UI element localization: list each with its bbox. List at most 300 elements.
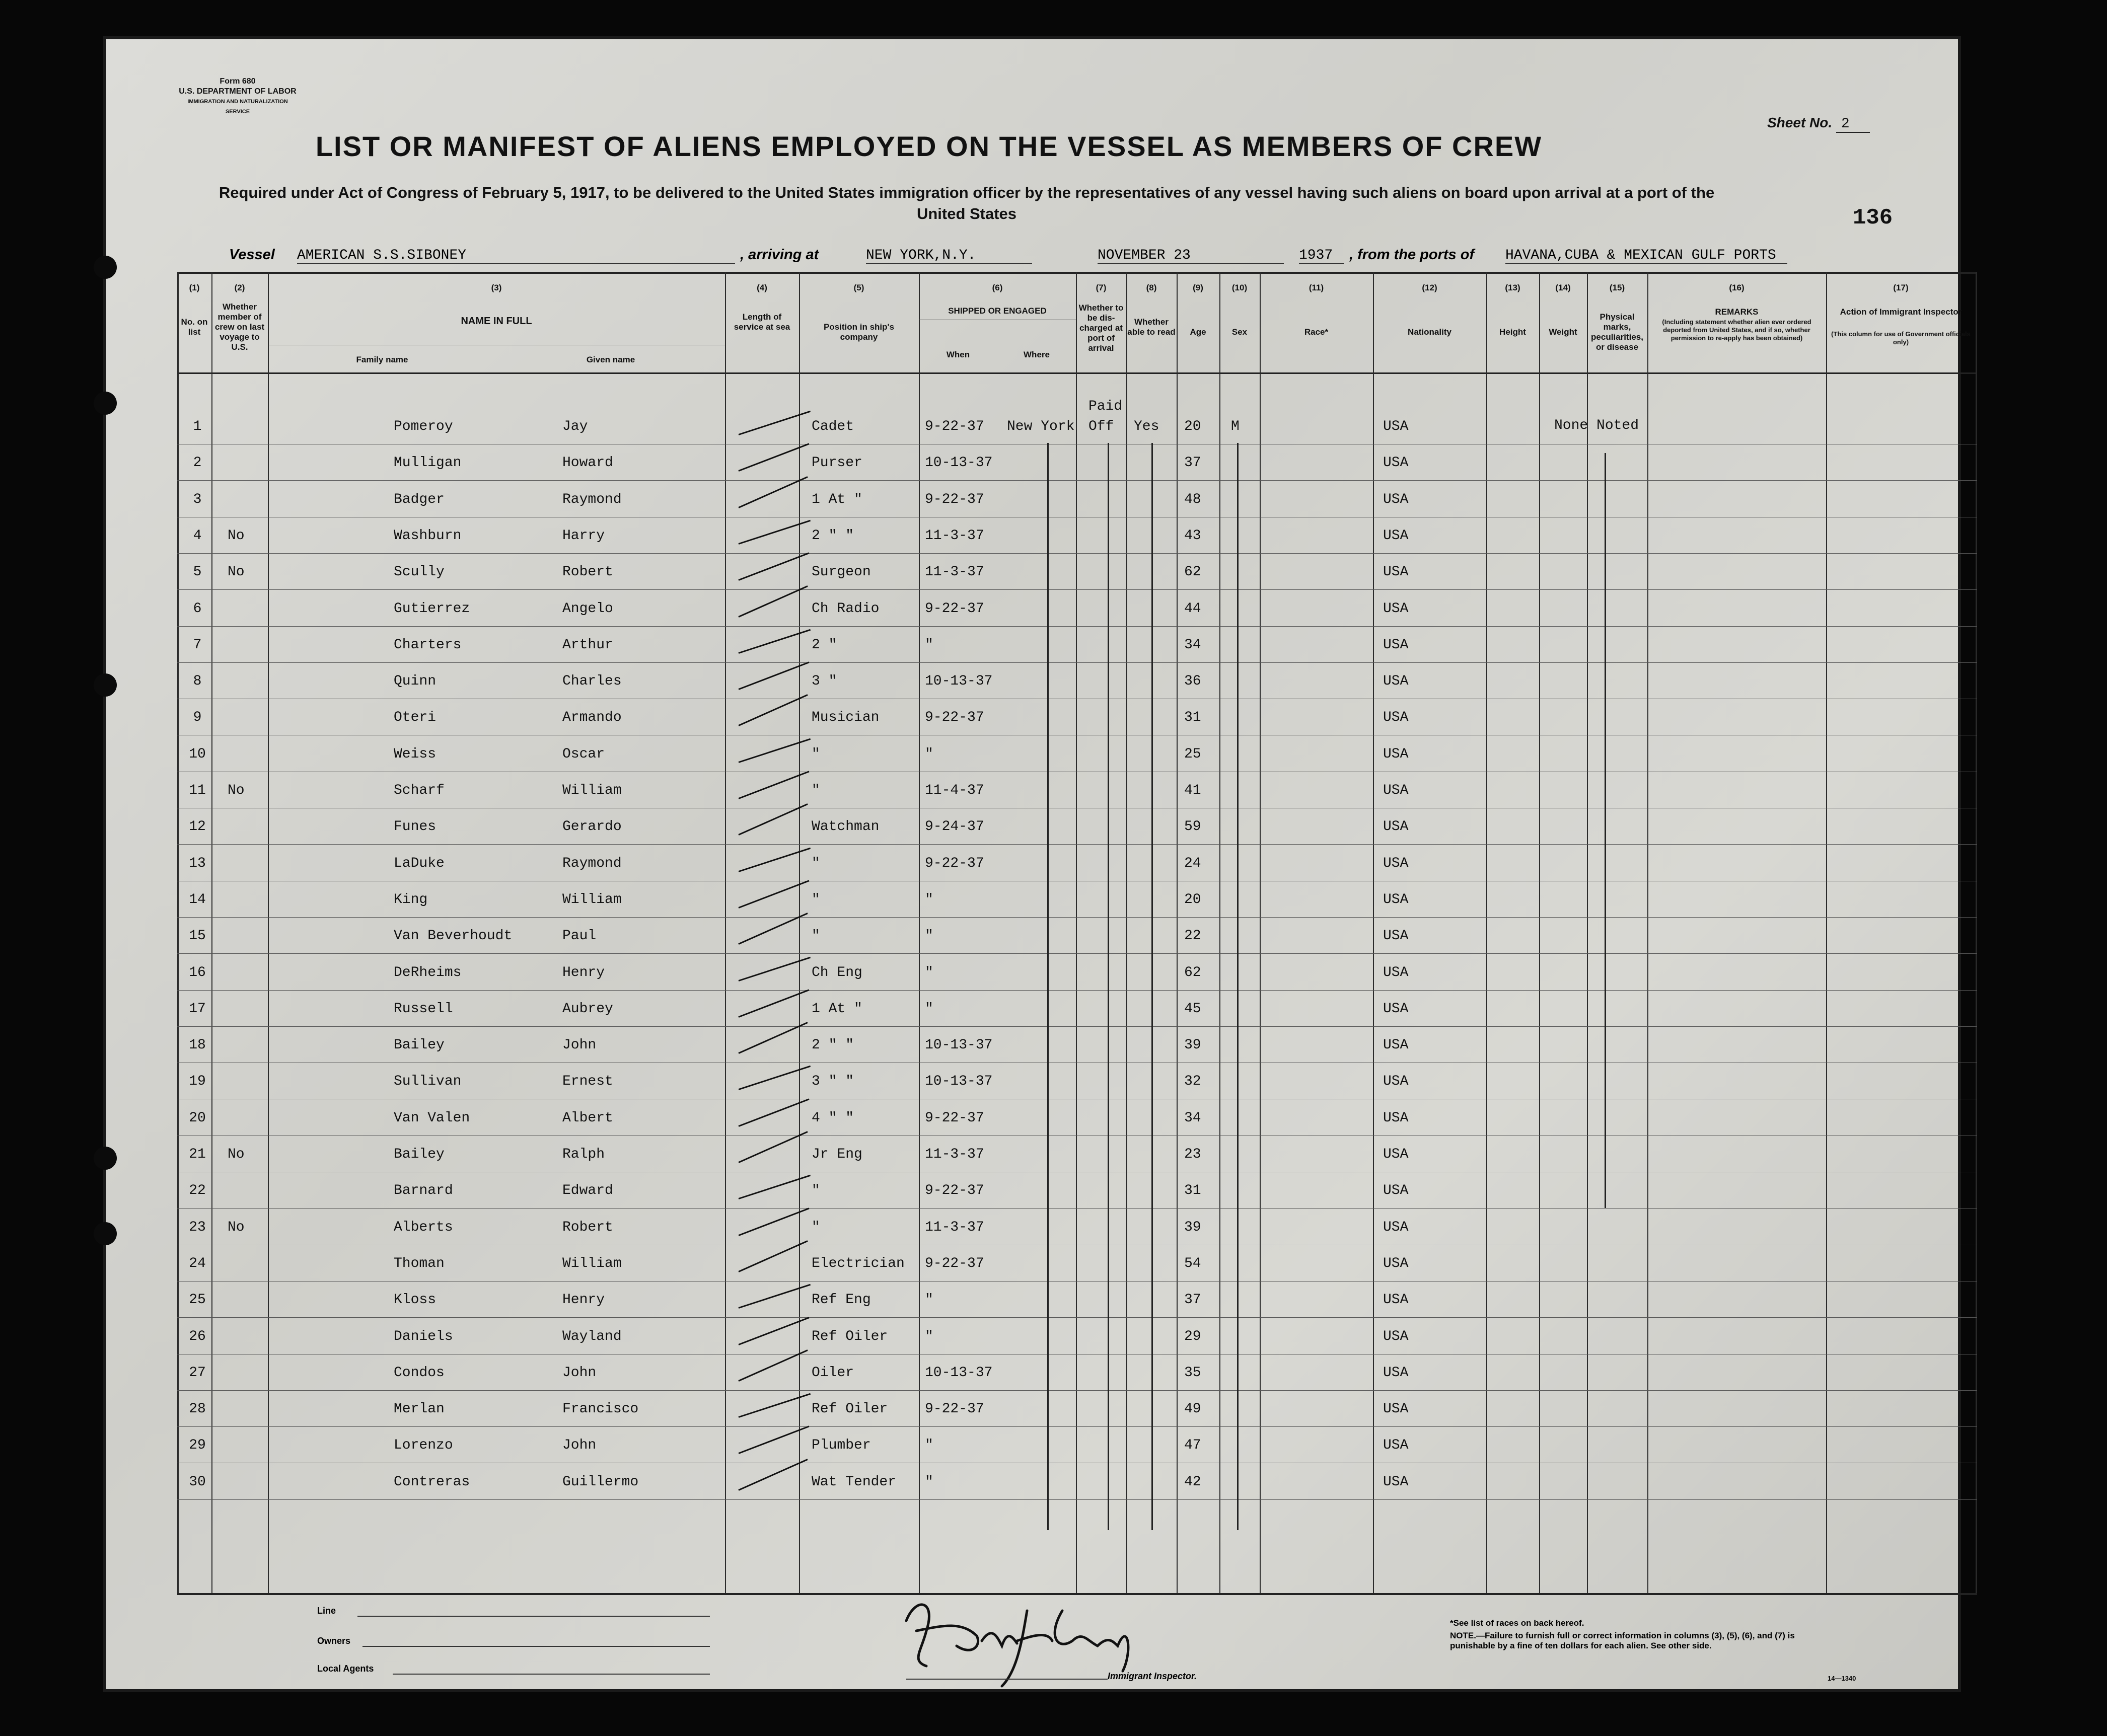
crew-nationality-cell: USA	[1383, 819, 1409, 835]
form-number: Form 680	[220, 77, 256, 86]
crew-when-cell: "	[925, 928, 933, 944]
crew-position-cell: 1 At "	[812, 492, 862, 507]
crew-age-cell: 20	[1184, 419, 1201, 434]
col-divider	[177, 272, 179, 1593]
crew-nationality-cell: USA	[1383, 856, 1409, 871]
crew-position-cell: "	[812, 892, 820, 908]
row-1-physical-marks: None Noted	[1554, 418, 1639, 433]
crew-given-cell: Harry	[562, 528, 605, 544]
penalty-note: NOTE.—Failure to furnish full or correct information in columns (3), (5), (6), and (7) is punishable by a fine of ten dollars for each alien. See other side.	[1450, 1631, 1795, 1650]
header-where: Where	[1024, 350, 1050, 359]
crew-no-cell: 2	[193, 455, 202, 471]
crew-nationality-cell: USA	[1383, 1292, 1409, 1308]
crew-given-cell: Gerardo	[562, 819, 622, 835]
crew-family-cell: Scully	[394, 564, 445, 580]
crew-when-cell: 9-22-37	[925, 492, 984, 507]
crew-family-cell: Daniels	[394, 1329, 453, 1344]
crew-when-cell: 9-22-37	[925, 856, 984, 871]
header-c7-number: (7)	[1096, 283, 1107, 292]
crew-given-cell: Armando	[562, 710, 622, 725]
signature-rule	[906, 1679, 1108, 1680]
form-identifier	[177, 77, 298, 117]
crew-position-cell: Watchman	[812, 819, 880, 835]
crew-age-cell: 36	[1184, 673, 1201, 689]
crew-nationality-cell: USA	[1383, 892, 1409, 908]
department-name: U.S. DEPARTMENT OF LABOR	[179, 87, 297, 96]
arriving-label: , arriving at	[740, 247, 819, 263]
crew-given-cell: Robert	[562, 564, 613, 580]
crew-nationality-cell: USA	[1383, 419, 1409, 434]
footer-owners-rule	[362, 1646, 710, 1647]
crew-no-cell: 15	[189, 928, 206, 944]
header-height: Height	[1499, 327, 1526, 337]
crew-nationality-cell: USA	[1383, 601, 1409, 617]
crew-when-cell: "	[925, 637, 933, 653]
crew-family-cell: Merlan	[394, 1401, 445, 1417]
arrival-port: NEW YORK,N.Y.	[866, 248, 1032, 264]
crew-age-cell: 49	[1184, 1401, 1201, 1417]
service-pen-mark	[738, 476, 808, 508]
crew-age-cell: 22	[1184, 928, 1201, 944]
row-1-able-to-read: Yes	[1134, 419, 1159, 434]
header-c10-number: (10)	[1231, 283, 1248, 292]
table-row-rule	[177, 1499, 1977, 1500]
crew-position-cell: 3 " "	[812, 1074, 854, 1089]
discharge-paid-note: Paid	[1088, 399, 1123, 414]
crew-given-cell: Francisco	[562, 1401, 639, 1417]
header-c17-number: (17)	[1893, 283, 1909, 292]
crew-position-cell: Electrician	[812, 1256, 905, 1271]
crew-age-cell: 34	[1184, 637, 1201, 653]
crew-age-cell: 45	[1184, 1001, 1201, 1017]
crew-age-cell: 31	[1184, 1183, 1201, 1198]
crew-no-cell: 29	[189, 1438, 206, 1453]
crew-family-cell: Van Beverhoudt	[394, 928, 513, 944]
crew-family-cell: Gutierrez	[394, 601, 470, 617]
arrival-year: 1937	[1299, 248, 1344, 264]
crew-when-cell: "	[925, 746, 933, 762]
crew-no-cell: 17	[189, 1001, 206, 1017]
header-c6-number: (6)	[992, 283, 1003, 292]
crew-nationality-cell: USA	[1383, 965, 1409, 980]
crew-family-cell: Sullivan	[394, 1074, 462, 1089]
arrival-date: NOVEMBER 23	[1098, 248, 1284, 264]
crew-given-cell: Ernest	[562, 1074, 613, 1089]
sheet-number	[1767, 115, 1870, 132]
header-bottom-border	[177, 372, 1977, 374]
crew-nationality-cell: USA	[1383, 1401, 1409, 1417]
col-divider	[1539, 272, 1540, 1593]
header-no-on-list: No. on list	[181, 317, 208, 337]
crew-no-cell: 8	[193, 673, 202, 689]
crew-position-cell: "	[812, 1183, 820, 1198]
crew-position-cell: "	[812, 746, 820, 762]
table-row-rule	[177, 1317, 1977, 1318]
crew-table	[177, 272, 1977, 1570]
crew-position-cell: Ref Oiler	[812, 1401, 888, 1417]
header-discharged: Whether to be dis-charged at port of arrival	[1078, 303, 1124, 353]
crew-nationality-cell: USA	[1383, 1074, 1409, 1089]
crew-nationality-cell: USA	[1383, 637, 1409, 653]
crew-when-cell: "	[925, 892, 933, 908]
crew-family-cell: Quinn	[394, 673, 437, 689]
header-c2-number: (2)	[234, 283, 245, 292]
crew-no-cell: 21	[189, 1147, 206, 1162]
crew-when-cell: 10-13-37	[925, 673, 993, 689]
crew-family-cell: Scharf	[394, 783, 445, 798]
header-position: Position in ship's company	[823, 322, 895, 342]
inspector-label: Immigrant Inspector.	[1108, 1671, 1197, 1681]
crew-age-cell: 25	[1184, 746, 1201, 762]
crew-given-cell: Howard	[562, 455, 613, 471]
page-subtitle: Required under Act of Congress of February 5, 1917, to be delivered to the United States immigration officer by the representatives of any vessel having such aliens on board upon arrival at a port of the United States	[219, 184, 1715, 222]
crew-age-cell: 39	[1184, 1220, 1201, 1235]
crew-position-cell: Ch Radio	[812, 601, 880, 617]
crew-given-cell: William	[562, 1256, 622, 1271]
crew-age-cell: 59	[1184, 819, 1201, 835]
crew-position-cell: Oiler	[812, 1365, 854, 1381]
table-row-rule	[177, 626, 1977, 627]
crew-no-cell: 3	[193, 492, 202, 507]
crew-given-cell: Ralph	[562, 1147, 605, 1162]
ditto-vertical-mark	[1237, 443, 1239, 1530]
crew-family-cell: Bailey	[394, 1037, 445, 1053]
crew-family-cell: Kloss	[394, 1292, 437, 1308]
col-divider	[1587, 272, 1588, 1593]
crew-age-cell: 31	[1184, 710, 1201, 725]
crew-position-cell: Cadet	[812, 419, 854, 434]
crew-when-cell: 9-22-37	[925, 1183, 984, 1198]
col-divider	[1373, 272, 1374, 1593]
crew-given-cell: John	[562, 1365, 597, 1381]
header-remarks: REMARKS	[1715, 307, 1759, 317]
crew-age-cell: 47	[1184, 1438, 1201, 1453]
crew-given-cell: Raymond	[562, 856, 622, 871]
crew-no-cell: 26	[189, 1329, 206, 1344]
departure-ports: HAVANA,CUBA & MEXICAN GULF PORTS	[1505, 248, 1787, 264]
crew-when-cell: "	[925, 1292, 933, 1308]
crew-family-cell: Thoman	[394, 1256, 445, 1271]
crew-given-cell: Oscar	[562, 746, 605, 762]
crew-when-cell: 9-22-37	[925, 710, 984, 725]
crew-no-cell: 9	[193, 710, 202, 725]
crew-prev-cell: No	[228, 1147, 245, 1162]
crew-family-cell: Lorenzo	[394, 1438, 453, 1453]
crew-no-cell: 30	[189, 1474, 206, 1490]
crew-when-cell: 11-3-37	[925, 564, 984, 580]
header-name-in-full: NAME IN FULL	[461, 316, 532, 327]
crew-given-cell: Paul	[562, 928, 597, 944]
header-c14-number: (14)	[1555, 283, 1571, 292]
crew-age-cell: 29	[1184, 1329, 1201, 1344]
ditto-vertical-mark	[1605, 453, 1606, 1208]
crew-no-cell: 4	[193, 528, 202, 544]
crew-no-cell: 22	[189, 1183, 206, 1198]
crew-family-cell: LaDuke	[394, 856, 445, 871]
crew-no-cell: 20	[189, 1110, 206, 1126]
crew-when-cell: "	[925, 1474, 933, 1490]
table-row-rule	[177, 917, 1977, 918]
crew-family-cell: Badger	[394, 492, 445, 507]
table-row-rule	[177, 589, 1977, 590]
crew-given-cell: Henry	[562, 965, 605, 980]
crew-nationality-cell: USA	[1383, 564, 1409, 580]
crew-when-cell: 10-13-37	[925, 1037, 993, 1053]
crew-nationality-cell: USA	[1383, 1220, 1409, 1235]
col-divider	[1976, 272, 1977, 1593]
header-age: Age	[1190, 327, 1206, 337]
crew-age-cell: 48	[1184, 492, 1201, 507]
crew-family-cell: Condos	[394, 1365, 445, 1381]
crew-age-cell: 54	[1184, 1256, 1201, 1271]
races-note: *See list of races on back hereof.	[1450, 1618, 1584, 1628]
crew-no-cell: 18	[189, 1037, 206, 1053]
col-divider	[799, 272, 800, 1593]
crew-given-cell: Albert	[562, 1110, 613, 1126]
crew-nationality-cell: USA	[1383, 1256, 1409, 1271]
crew-nationality-cell: USA	[1383, 528, 1409, 544]
crew-no-cell: 16	[189, 965, 206, 980]
crew-no-cell: 13	[189, 856, 206, 871]
crew-prev-cell: No	[228, 528, 245, 544]
crew-no-cell: 28	[189, 1401, 206, 1417]
crew-nationality-cell: USA	[1383, 1110, 1409, 1126]
crew-given-cell: Robert	[562, 1220, 613, 1235]
crew-when-cell: 9-22-37	[925, 1401, 984, 1417]
binder-hole	[94, 673, 117, 697]
crew-when-cell: 9-22-37	[925, 1110, 984, 1126]
crew-family-cell: Funes	[394, 819, 437, 835]
col-divider	[1486, 272, 1487, 1593]
crew-when-cell: "	[925, 1329, 933, 1344]
vessel-name: AMERICAN S.S.SIBONEY	[297, 248, 735, 264]
crew-position-cell: Jr Eng	[812, 1147, 862, 1162]
header-race: Race*	[1304, 327, 1329, 337]
crew-nationality-cell: USA	[1383, 455, 1409, 471]
table-row-rule	[177, 1026, 1977, 1027]
service-pen-mark	[738, 585, 808, 618]
crew-nationality-cell: USA	[1383, 492, 1409, 507]
crew-given-cell: Arthur	[562, 637, 613, 653]
crew-position-cell: "	[812, 928, 820, 944]
crew-when-cell: 9-24-37	[925, 819, 984, 835]
ditto-vertical-mark	[1108, 443, 1109, 1530]
crew-nationality-cell: USA	[1383, 673, 1409, 689]
crew-family-cell: Russell	[394, 1001, 453, 1017]
sheet-number-value: 2	[1836, 116, 1870, 133]
vessel-line	[0, 242, 1858, 267]
col-divider	[1826, 272, 1827, 1593]
header-length-of-service: Length of service at sea	[734, 312, 790, 332]
crew-given-cell: Angelo	[562, 601, 613, 617]
ditto-vertical-mark	[1047, 443, 1049, 1530]
crew-age-cell: 37	[1184, 455, 1201, 471]
col-divider	[725, 272, 726, 1593]
header-c8-number: (8)	[1146, 283, 1157, 292]
crew-family-cell: Alberts	[394, 1220, 453, 1235]
col-divider	[1076, 272, 1077, 1593]
table-row-rule	[177, 844, 1977, 845]
crew-position-cell: "	[812, 856, 820, 871]
table-row-rule	[177, 480, 1977, 481]
crew-when-cell: 9-22-37	[925, 419, 984, 434]
binder-hole	[94, 392, 117, 415]
crew-nationality-cell: USA	[1383, 1183, 1409, 1198]
crew-family-cell: Washburn	[394, 528, 462, 544]
col-divider	[1219, 272, 1220, 1593]
crew-given-cell: Wayland	[562, 1329, 622, 1344]
crew-given-cell: John	[562, 1438, 597, 1453]
footer-line-label: Line	[317, 1606, 336, 1616]
stamp-number: 136	[1853, 205, 1893, 231]
page-title: LIST OR MANIFEST OF ALIENS EMPLOYED ON THE VESSEL AS MEMBERS OF CREW	[315, 130, 1543, 162]
crew-position-cell: Ref Oiler	[812, 1329, 888, 1344]
crew-when-cell: 10-13-37	[925, 455, 993, 471]
crew-given-cell: Edward	[562, 1183, 613, 1198]
header-able-to-read: Whether able to read	[1127, 317, 1176, 337]
crew-age-cell: 32	[1184, 1074, 1201, 1089]
header-c9-number: (9)	[1193, 283, 1203, 292]
binder-hole	[94, 1222, 117, 1245]
crew-nationality-cell: USA	[1383, 1037, 1409, 1053]
header-shipped-engaged: SHIPPED OR ENGAGED	[948, 306, 1047, 316]
crew-age-cell: 35	[1184, 1365, 1201, 1381]
crew-position-cell: 2 " "	[812, 1037, 854, 1053]
crew-no-cell: 11	[189, 783, 206, 798]
header-previous-voyage: Whether member of crew on last voyage to U.S.	[214, 302, 265, 352]
crew-age-cell: 37	[1184, 1292, 1201, 1308]
table-top-border	[177, 272, 1977, 274]
crew-nationality-cell: USA	[1383, 928, 1409, 944]
crew-when-cell: 9-22-37	[925, 1256, 984, 1271]
crew-position-cell: 2 " "	[812, 528, 854, 544]
crew-given-cell: Guillermo	[562, 1474, 639, 1490]
header-c15-number: (15)	[1609, 283, 1625, 292]
crew-prev-cell: No	[228, 783, 245, 798]
crew-age-cell: 44	[1184, 601, 1201, 617]
header-weight: Weight	[1549, 327, 1577, 337]
crew-no-cell: 14	[189, 892, 206, 908]
crew-given-cell: Aubrey	[562, 1001, 613, 1017]
crew-age-cell: 23	[1184, 1147, 1201, 1162]
header-action: Action of Immigrant Inspector	[1840, 307, 1962, 317]
crew-nationality-cell: USA	[1383, 783, 1409, 798]
crew-given-cell: Henry	[562, 1292, 605, 1308]
crew-position-cell: 2 "	[812, 637, 837, 653]
crew-given-cell: Charles	[562, 673, 622, 689]
crew-nationality-cell: USA	[1383, 1438, 1409, 1453]
crew-no-cell: 6	[193, 601, 202, 617]
crew-position-cell: Surgeon	[812, 564, 871, 580]
service-pen-mark	[738, 1459, 808, 1491]
crew-no-cell: 24	[189, 1256, 206, 1271]
crew-position-cell: 1 At "	[812, 1001, 862, 1017]
crew-when-cell: "	[925, 965, 933, 980]
crew-age-cell: 62	[1184, 965, 1201, 980]
crew-given-cell: John	[562, 1037, 597, 1053]
crew-nationality-cell: USA	[1383, 710, 1409, 725]
crew-no-cell: 7	[193, 637, 202, 653]
header-nationality: Nationality	[1408, 327, 1451, 337]
crew-nationality-cell: USA	[1383, 746, 1409, 762]
crew-family-cell: Barnard	[394, 1183, 453, 1198]
crew-nationality-cell: USA	[1383, 1001, 1409, 1017]
crew-given-cell: William	[562, 892, 622, 908]
col-divider	[1126, 272, 1127, 1593]
crew-position-cell: Musician	[812, 710, 880, 725]
crew-nationality-cell: USA	[1383, 1474, 1409, 1490]
crew-position-cell: "	[812, 1220, 820, 1235]
crew-family-cell: Van Valen	[394, 1110, 470, 1126]
crew-nationality-cell: USA	[1383, 1147, 1409, 1162]
col-divider	[1647, 272, 1648, 1593]
crew-prev-cell: No	[228, 564, 245, 580]
row-1-sex: M	[1231, 419, 1240, 434]
crew-age-cell: 62	[1184, 564, 1201, 580]
crew-family-cell: King	[394, 892, 428, 908]
crew-no-cell: 10	[189, 746, 206, 762]
ports-label: , from the ports of	[1349, 247, 1475, 263]
crew-family-cell: Contreras	[394, 1474, 470, 1490]
crew-family-cell: Weiss	[394, 746, 437, 762]
row-1-where: New York	[1007, 419, 1075, 434]
row-1-discharged: Off	[1088, 419, 1114, 434]
crew-when-cell: 11-3-37	[925, 1147, 984, 1162]
table-row-rule	[177, 990, 1977, 991]
header-action-detail: (This column for use of Government officials only)	[1831, 330, 1971, 346]
table-row-rule	[177, 662, 1977, 663]
header-c11-number: (11)	[1309, 283, 1324, 292]
print-code: 14—1340	[1828, 1675, 1856, 1682]
crew-no-cell: 19	[189, 1074, 206, 1089]
crew-no-cell: 12	[189, 819, 206, 835]
crew-family-cell: Bailey	[394, 1147, 445, 1162]
crew-when-cell: 9-22-37	[925, 601, 984, 617]
header-given-name: Given name	[586, 355, 635, 364]
crew-position-cell: "	[812, 783, 820, 798]
crew-age-cell: 34	[1184, 1110, 1201, 1126]
crew-prev-cell: No	[228, 1220, 245, 1235]
header-c3-number: (3)	[491, 283, 502, 292]
col-divider	[1177, 272, 1178, 1593]
crew-family-cell: Pomeroy	[394, 419, 453, 434]
header-c12-number: (12)	[1422, 283, 1437, 292]
crew-age-cell: 42	[1184, 1474, 1201, 1490]
header-family-name: Family name	[356, 355, 408, 364]
crew-no-cell: 27	[189, 1365, 206, 1381]
header-remarks-detail: (Including statement whether alien ever ordered deported from United States, and if so, whether permission to re-apply has been obtained)	[1662, 318, 1811, 342]
crew-when-cell: 11-4-37	[925, 783, 984, 798]
col-divider	[919, 272, 920, 1593]
header-when: When	[946, 350, 970, 359]
footer-agents-rule	[393, 1674, 710, 1675]
crew-when-cell: 10-13-37	[925, 1074, 993, 1089]
col-divider	[211, 272, 212, 1593]
crew-when-cell: 11-3-37	[925, 1220, 984, 1235]
table-row-rule	[177, 1390, 1977, 1391]
crew-no-cell: 23	[189, 1220, 206, 1235]
crew-nationality-cell: USA	[1383, 1329, 1409, 1344]
crew-position-cell: Ch Eng	[812, 965, 862, 980]
crew-when-cell: 11-3-37	[925, 528, 984, 544]
header-c13-number: (13)	[1505, 283, 1520, 292]
table-row-rule	[177, 1426, 1977, 1427]
crew-family-cell: Oteri	[394, 710, 437, 725]
col-divider	[268, 272, 269, 1593]
crew-given-cell: Jay	[562, 419, 588, 434]
ditto-vertical-mark	[1151, 443, 1153, 1530]
crew-age-cell: 39	[1184, 1037, 1201, 1053]
